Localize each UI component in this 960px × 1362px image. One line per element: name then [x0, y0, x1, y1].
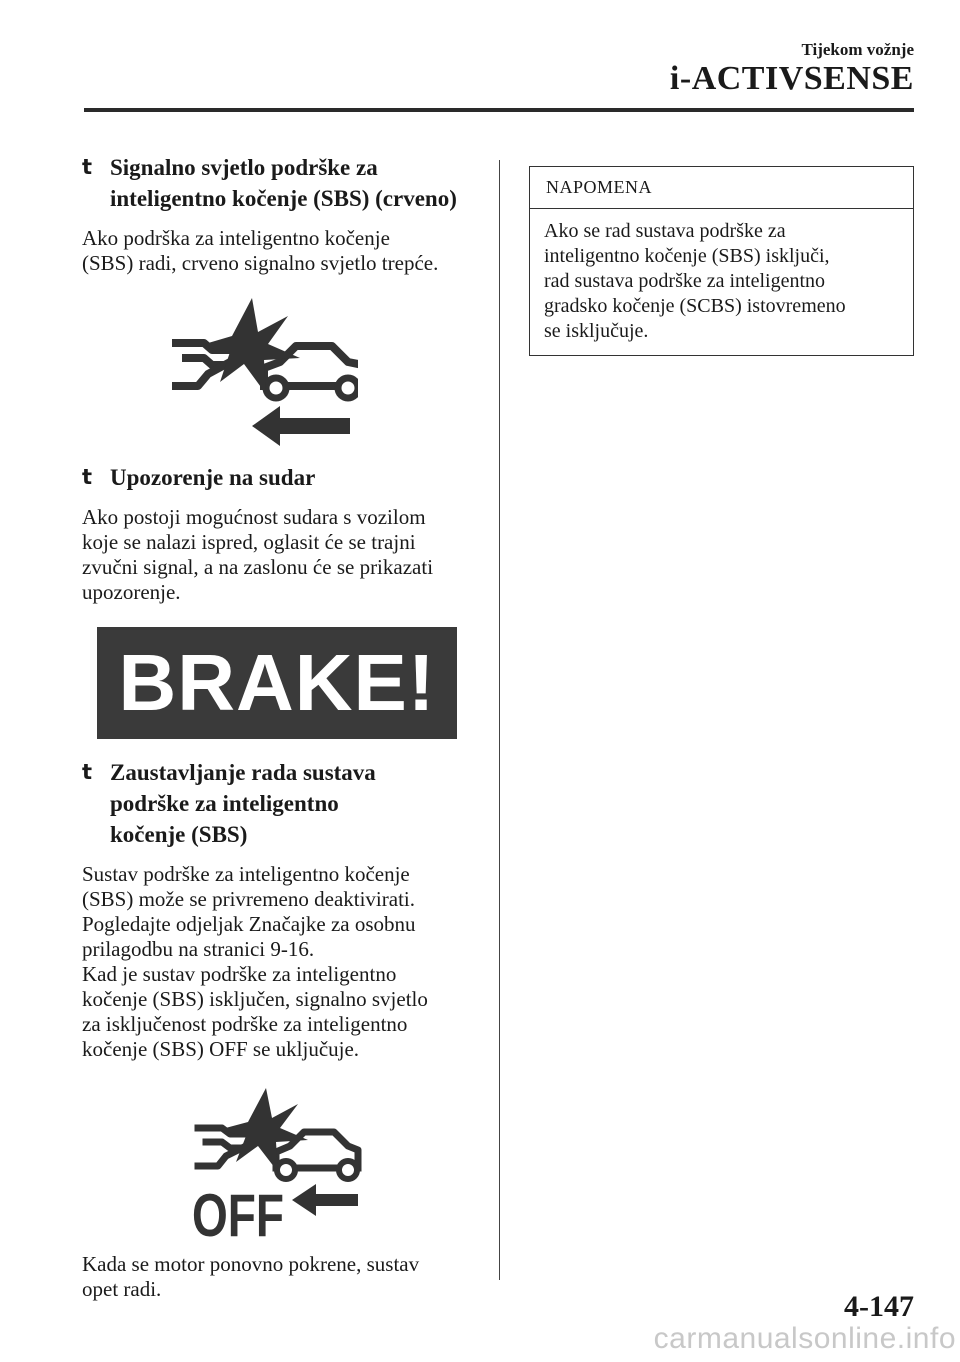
column-divider [499, 160, 500, 1280]
left-column [82, 152, 482, 1302]
text-line: opet radi. [82, 1277, 162, 1301]
text-line: Ako postoji mogućnost sudara s vozilom [82, 505, 426, 529]
watermark: carmanualsonline.info [653, 1322, 956, 1355]
text-line: za isključenost podrške za inteligentno [82, 1012, 408, 1036]
paragraph [82, 505, 482, 605]
text-line: Ako podrška za inteligentno kočenje [82, 226, 390, 250]
paragraph [82, 1252, 482, 1302]
paragraph [82, 226, 482, 276]
text-line: prilagodbu na stranici 9-16. [82, 937, 315, 961]
section-heading-collision-warning [82, 462, 482, 493]
section-bullet: t [82, 760, 93, 784]
text-line: gradsko kočenje (SCBS) istovremeno [544, 295, 846, 317]
section-heading-sbs-warning-light [82, 152, 482, 214]
heading-line: Upozorenje na sudar [110, 465, 316, 490]
off-label: OFF [192, 1182, 284, 1238]
text-line: Kad je sustav podrške za inteligentno [82, 962, 397, 986]
heading-line: Zaustavljanje rada sustava [110, 760, 376, 785]
text-line: koje se nalazi ispred, oglasit će se trajni [82, 530, 416, 554]
text-line: Pogledajte odjeljak Značajke za osobnu [82, 912, 416, 936]
text-line: upozorenje. [82, 580, 181, 604]
text-line: Kada se motor ponovno pokrene, sustav [82, 1252, 420, 1276]
text-line: zvučni signal, a na zaslonu će se prikazati [82, 555, 434, 579]
running-header-section: Tijekom vožnje [801, 40, 914, 59]
text-line: kočenje (SBS) isključen, signalno svjetlo [82, 987, 428, 1011]
sbs-warning-light-icon [168, 298, 358, 448]
section-heading-deactivation [82, 757, 482, 850]
running-header-title: i-ACTIVSENSE [669, 60, 914, 97]
text-line: se isključuje. [544, 320, 649, 342]
header-rule [84, 108, 914, 112]
note-body [530, 209, 913, 344]
heading-line: kočenje (SBS) [110, 822, 248, 847]
text-line: Sustav podrške za inteligentno kočenje [82, 862, 410, 886]
text-line: rad sustava podrške za inteligentno [544, 270, 826, 292]
paragraph [82, 862, 482, 1062]
section-bullet: t [82, 155, 93, 179]
heading-line: Signalno svjetlo podrške za [110, 155, 378, 180]
section-bullet: t [82, 465, 93, 489]
page-number: 4-147 [844, 1290, 914, 1323]
text-line: kočenje (SBS) OFF se uključuje. [82, 1037, 360, 1061]
text-line: inteligentno kočenje (SBS) isključi, [544, 245, 830, 267]
note-box [529, 166, 914, 356]
heading-line: inteligentno kočenje (SBS) (crveno) [110, 186, 457, 211]
text-line: Ako se rad sustava podrške za [544, 220, 786, 242]
brake-warning-text: BRAKE! [118, 638, 436, 727]
heading-line: podrške za inteligentno [110, 791, 339, 816]
sbs-off-indicator-icon [192, 1088, 362, 1238]
brake-warning-display [97, 627, 457, 739]
text-line: (SBS) radi, crveno signalno svjetlo trepće. [82, 251, 439, 275]
note-title: NAPOMENA [530, 167, 913, 209]
text-line: (SBS) može se privremeno deaktivirati. [82, 887, 415, 911]
